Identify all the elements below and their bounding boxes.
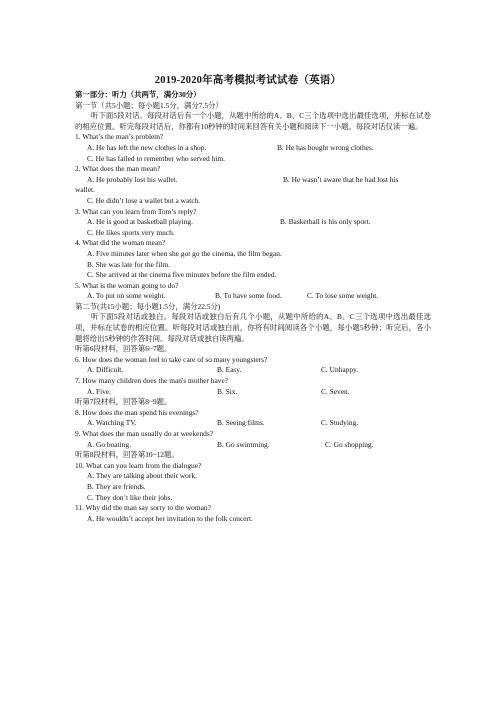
question-stem: 7. How many children does the man's mother have?: [75, 376, 229, 386]
option-a: A. He wouldn’t accept her invitation to the folk concert.: [87, 513, 253, 523]
question-options-row: [75, 143, 431, 154]
question-options-row: [75, 175, 431, 186]
option-b: B. She was late for the film.: [87, 259, 170, 269]
question-stem: 11. Why did the man say sorry to the woman?: [75, 503, 211, 513]
option-b: B. Easy.: [217, 365, 242, 375]
option-b: B. Basketball is his only sport.: [280, 217, 371, 227]
section1-instructions: 听下面5段对话。每段对话后有一个小题，从题中所给的A、B、C三个选项中选出最佳选项，并标在试卷的相应位置。听完每段对话后，你都有10秒钟的时间来回答有关小题和阅读下一小题。每段对话仅读一遍。: [75, 111, 431, 131]
question-stem: 2. What does the man mean?: [75, 164, 161, 174]
option-a: A. Five minutes later when she got go the cinema, the film began.: [87, 248, 282, 258]
page-title: 2019-2020年高考模拟考试试卷（英语）: [154, 75, 342, 86]
question-options-row: [75, 365, 431, 376]
question-options-row: [75, 217, 431, 228]
exam-body: [75, 90, 431, 524]
option-b: B. He has bought wrong clothes.: [277, 142, 374, 152]
question-options-row: [75, 291, 431, 302]
material-note: 听第7段材料，回答第8~9题。: [75, 397, 172, 407]
section2-instructions: 听下面5段对话或独白。每段对话或独白后有几个小题，从题中所给的A、B、C三个选项中选出最佳选项，并标在试卷的相应位置。听每段对话或独白前，你将有时间阅读各个小题，每小题5秒钟；听完后，各小题将给出5秒钟的作答时间。每段对话或独白读两遍。: [75, 312, 431, 343]
question-stem: 10. What can you learn from the dialogue?: [75, 460, 202, 470]
question-options-row: [75, 418, 431, 429]
option-c: C. She arrived at the cinema five minutes before the film ended.: [87, 270, 277, 280]
option-c: C. Seven.: [321, 386, 350, 396]
option-a: A. He is good at basketball playing.: [87, 217, 193, 227]
option-a: A. He has left the new clothes in a shop.: [87, 142, 207, 152]
question-stem: 8. How does the man spend his evenings?: [75, 407, 199, 417]
option-b: B. He wasn’t aware that he had lost his: [283, 174, 399, 184]
option-a: A. Five.: [87, 386, 112, 396]
option-b: B. They are friends.: [87, 481, 146, 491]
question-stem: 5. What is the woman going to do?: [75, 280, 179, 290]
question-stem: 9. What does the man usually do at weekends?: [75, 429, 213, 438]
material-note: 听第8段材料，回答第10~12题。: [75, 450, 179, 460]
option-c: C. Studying.: [321, 418, 359, 428]
option-b: B. Six.: [217, 386, 238, 396]
option-a: A. Difficult.: [87, 365, 124, 375]
section1-header: 第一节（共5小题；每小题1.5分，满分7.5分）: [75, 100, 223, 110]
part1-heading: 第一部分：听力（共两节，满分30分）: [75, 90, 201, 99]
option-c: C. They don’t like their jobs.: [87, 492, 173, 502]
option-b: B. To have some food.: [215, 291, 282, 301]
option-a: A. They are talking about their work.: [87, 471, 197, 481]
section2-header: 第二节(共15小题；每小题1.5分，满分22.5分): [75, 301, 221, 311]
option-a: A. Watching TV.: [87, 418, 137, 428]
option-a: A. To put on some weight.: [87, 291, 166, 301]
option-b: B. Go swimming.: [217, 439, 270, 449]
option-c: C. Unhappy.: [321, 365, 359, 375]
option-c: C. Go shopping.: [325, 439, 374, 449]
question-stem: 1. What’s the man’s problem?: [75, 132, 164, 142]
question-stem: 4. What did the woman mean?: [75, 238, 166, 248]
question-stem: 3. What can you learn from Tom’s reply?: [75, 206, 197, 216]
option-c: C. To lose some weight.: [307, 291, 379, 301]
option-c: C. He didn’t lose a wallet but a watch.: [87, 195, 201, 205]
option-c: C. He has failed to remember who served him.: [87, 153, 225, 163]
material-note: 听第6段材料，回答第6~7题。: [75, 344, 172, 354]
question-stem: 6. How does the woman feel to take care of so many youngsters?: [75, 354, 268, 364]
option-a: A. Go boating.: [87, 439, 131, 449]
question-options-row: [75, 440, 431, 451]
option-c: C. He likes sports very much.: [87, 227, 175, 237]
question-options-row: [75, 387, 431, 398]
option-b-continued: wallet.: [75, 185, 95, 195]
option-b: B. Seeing films.: [217, 418, 265, 428]
option-a: A. He probably lost his wallet.: [87, 174, 178, 184]
